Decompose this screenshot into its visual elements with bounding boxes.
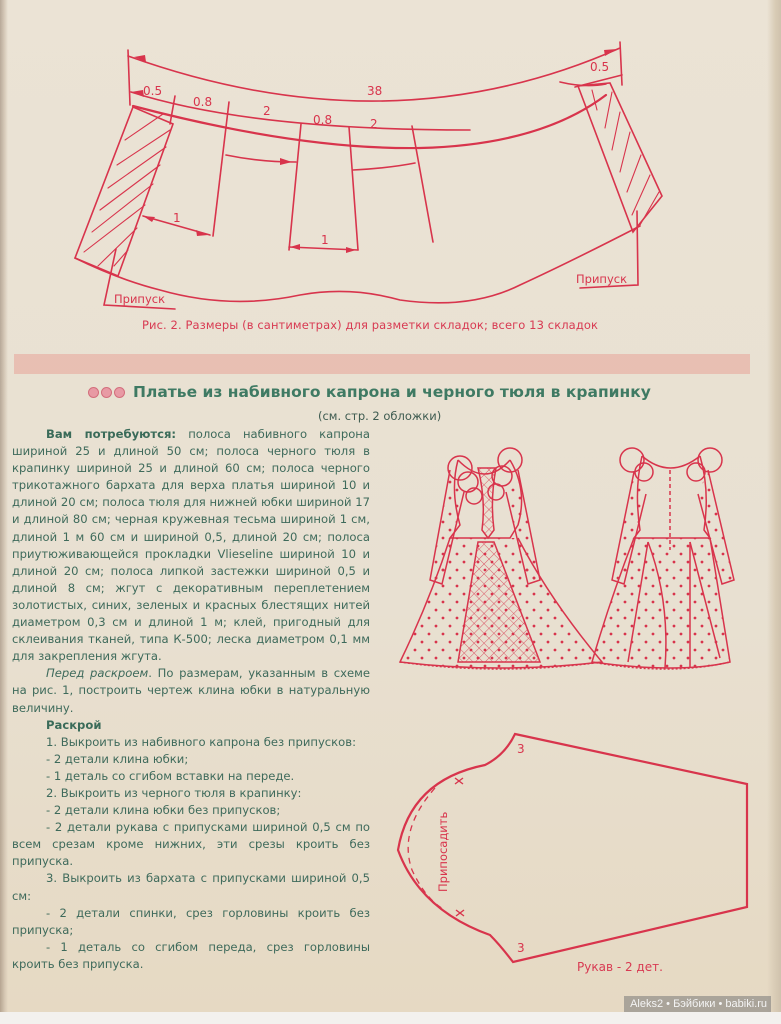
article-body (12, 426, 370, 973)
front-view-dress (400, 448, 602, 669)
step-item: - 2 детали клина юбки; (46, 751, 189, 766)
svg-text:0.5: 0.5 (143, 84, 163, 98)
step-item: - 2 детали спинки, срез горловины кроить без припуска; (12, 905, 370, 937)
step-item: 2. Выкроить из черного тюля в крапинку: (46, 785, 302, 800)
step-item: - 1 деталь со сгибом переда, срез горловины кроить без припуска. (12, 939, 370, 971)
svg-text:0.8: 0.8 (193, 95, 213, 109)
pleat-diagram (0, 0, 781, 330)
svg-text:0.5: 0.5 (590, 60, 610, 74)
step-item: - 2 детали клина юбки без припусков; (46, 803, 281, 818)
step-item: 3. Выкроить из бархата с припусками шириной 0,5 см: (12, 871, 370, 903)
allowance-label-right: Припуск (576, 272, 628, 286)
svg-text:2: 2 (263, 104, 271, 118)
before-cut-text: . По размерам, указанным в схеме на рис. 1, построить чертеж клина юбки в натуральную величину. (12, 666, 370, 715)
materials-label: Вам потребуются: (46, 427, 177, 441)
svg-text:1: 1 (173, 211, 181, 225)
materials-text: полоса набивного капрона шириной 25 и длиной 50 см; полоса черного тюля в крапинку шириной 25 и длиной 60 см; полоса черного трикотажного бархата для верха платья шириной 10 и длиной 20 см; полоса тюля для нижней юбки шириной 17 и длиной 80 см; черная кружевная тесьма шириной 1 см, длиной 1 м 60 см и шириной 0,5, длиной 20 см; полоса приутюживающейся прокладки Vlieseline шириной 10 и длиной 20 см; полоса липкой застежки шириной 0,5 и длиной 8 см; жгут с декоративным переплетением золотистых, синих, зеленых и красных блестящих нитей диаметром 0,3 см и длиной 1 м; клей, пригодный для склеивания тканей, типа К-500; леска диаметром 0,1 мм для закрепления жгута. (12, 427, 370, 664)
svg-text:2: 2 (370, 117, 378, 131)
allowance-label-left: Припуск (114, 292, 166, 306)
step-item: 1. Выкроить из набивного капрона без припусков: (46, 734, 357, 749)
sleeve-caption: Рукав - 2 дет. (577, 960, 663, 974)
notch-mark-bottom: 3 (517, 941, 525, 955)
materials-paragraph (12, 426, 370, 665)
before-cut-paragraph (12, 665, 370, 716)
notch-mark-top: 3 (517, 742, 525, 756)
article-title: Платье из набивного капрона и черного тюля в крапинку (133, 383, 651, 401)
article-subtitle: (см. стр. 2 обложки) (318, 409, 442, 423)
back-view-dress (592, 448, 734, 669)
page-edge (0, 1012, 781, 1024)
section-divider-band (14, 354, 750, 374)
svg-text:1: 1 (321, 233, 329, 247)
step-item: - 1 деталь со сгибом вставки на переде. (46, 768, 295, 783)
watermark: Aleks2 • Бэйбики • babiki.ru (624, 996, 771, 1012)
cutting-heading: Раскрой (46, 717, 102, 732)
flower-ornament-icon (88, 387, 125, 398)
article-title-row (88, 383, 651, 401)
step-item: - 2 детали рукава с припусками шириной 0,5 см по всем срезам кроме нижних, эти срезы кроить без припуска. (12, 820, 370, 869)
svg-text:0.8: 0.8 (313, 113, 333, 127)
before-cut-label: Перед раскроем (46, 666, 149, 681)
sleeve-pattern (390, 720, 770, 970)
figure-caption: Рис. 2. Размеры (в сантиметрах) для разметки складок; всего 13 складок (142, 318, 599, 332)
svg-text:38: 38 (367, 84, 383, 98)
ease-label: Припосадить (436, 811, 450, 892)
dress-illustration (390, 430, 770, 675)
